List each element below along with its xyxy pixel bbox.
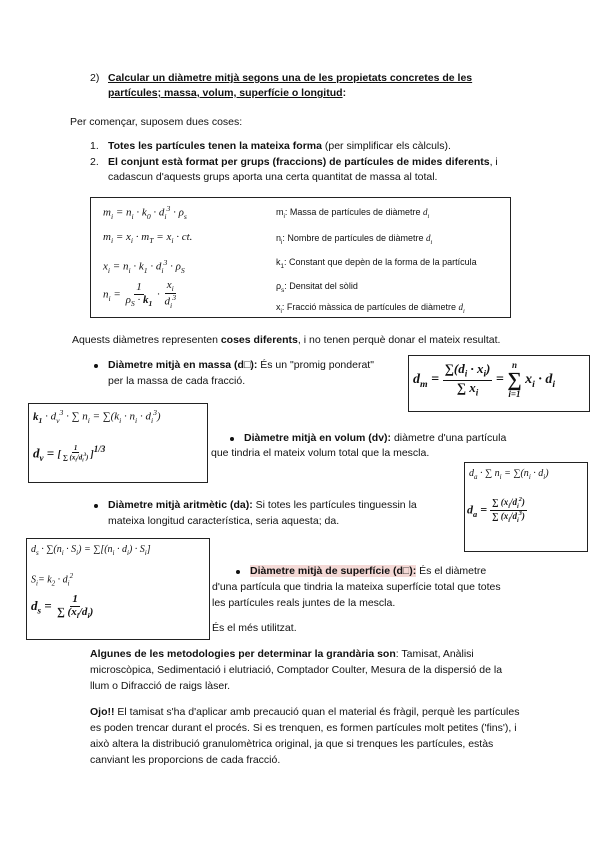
different-note: Aquests diàmetres representen coses diferents, i no tenen perquè donar el mateix resultat. — [72, 334, 501, 346]
surface-formula-3: $d_s$ = $\frac{1}{\sum (x_i/d_i)}$ — [31, 593, 94, 620]
bullet-dot — [236, 570, 240, 574]
warning-line1: Ojo!! El tamisat s'ha d'aplicar amb precaució quan el material és fràgil, perquè les partícules — [90, 706, 520, 718]
surface-diameter-line3: les partícules reals juntes de la mescla. — [212, 597, 396, 609]
volume-formula-1: $k_1 \cdot d_v^3$ · ∑ $n_i = \sum(k_i \cdot n_i \cdot d_i^3)$ — [33, 408, 161, 425]
methods-line3: llum o Difracció de raigs làser. — [90, 680, 231, 692]
bullet-dot — [94, 504, 98, 508]
surface-formula-2: $S_i= k_2 \cdot d_i^2$ — [31, 572, 74, 588]
volume-diameter-line1: Diàmetre mitjà en volum (dv): diàmetre d'una partícula — [244, 432, 507, 444]
mass-diameter-line1: Diàmetre mitjà en massa (d□): És un "promig ponderat" — [108, 359, 374, 371]
bullet-dot — [94, 364, 98, 368]
volume-diameter-line2: que tindria el mateix volum total que la mescla. — [211, 447, 430, 459]
bullet-dot — [230, 437, 234, 441]
def-mass-fraction: $x_i$: Fracció màssica de partícules de diàmetre $d_i$ — [276, 302, 465, 315]
formula-mass: $m_i = n_i \cdot k_0 \cdot d_i^3 \cdot \rho_s$ — [103, 204, 187, 221]
section-heading-line1: Calcular un diàmetre mitjà segons una de les propietats concretes de les — [108, 72, 473, 84]
mass-formula-box — [408, 355, 590, 412]
surface-diameter-line2: d'una partícula que tindria la mateixa superfície total que totes — [212, 581, 501, 593]
def-constant: $k_1$: Constant que depèn de la forma de la partícula — [276, 257, 477, 270]
def-density: $\rho_s$: Densitat del sòlid — [276, 281, 358, 294]
volume-formula-2: $d_v$ = [ $\frac{1}{\sum (x_i/d_i^3)}$ ]$^{1/3}$ — [33, 443, 106, 464]
formula-fraction: $x_i = n_i \cdot k_1 \cdot d_i^3 \cdot \rho_S$ — [103, 258, 185, 275]
surface-diameter-line1: Diàmetre mitjà de superfície (d□): És el diàmetre — [250, 565, 487, 577]
def-count: $n_i$: Nombre de partícules de diàmetre $d_i$ — [276, 233, 433, 246]
surface-formula-1: $d_s \cdot \sum(n_i \cdot S_i) = \sum[(n_i \cdot d_i) \cdot S_i]$ — [31, 544, 151, 557]
arithmetic-formula-1: $d_a$ · ∑ $n_i = \sum(n_i \cdot d_i)$ — [469, 468, 549, 481]
surface-diameter-note: És el més utilitzat. — [212, 622, 297, 634]
formula-count: $m_i = x_i \cdot m_T = x_i$ · ct. — [103, 231, 193, 246]
section-heading-line2: partícules; massa, volum, superfície o longitud: — [108, 87, 347, 99]
volume-formula-box — [28, 403, 208, 483]
assumption-1: Totes les partícules tenen la mateixa forma (per simplificar els càlculs). — [108, 140, 451, 152]
arithmetic-diameter-line1: Diàmetre mitjà aritmètic (da): Si totes les partícules tinguessin la — [108, 499, 417, 511]
methods-line1: Algunes de les metodologies per determinar la grandària son: Tamisat, Anàlisi — [90, 648, 474, 660]
arithmetic-diameter-line2: mateixa longitud característica, seria aquesta; da. — [108, 515, 340, 527]
arithmetic-formula-box — [464, 462, 588, 552]
warning-line3: això altera la distribució granulomètrica original, ja que si trenques les partícules, estàs — [90, 738, 494, 750]
intro-text: Per començar, suposem dues coses: — [70, 116, 243, 128]
mass-formula: $d_m$ = $\frac{\sum(d_i \cdot x_i)}{\sum x_i}$ = n ∑ i=1 $x_i \cdot d_i$ — [413, 360, 556, 399]
methods-line2: microscòpica, Sedimentació i elutriació, Comptador Coulter, Mesura de la dispersió de la — [90, 664, 503, 676]
assumption-2: El conjunt està format per grups (fraccions) de partícules de mides diferents, i — [108, 156, 498, 168]
warning-line2: es poden trencar durant el procés. Si es trenquen, es formen partícules molt petites ('fins'), i — [90, 722, 517, 734]
arithmetic-formula-2: $d_a$ = $\frac{\sum (x_i/d_i^2)}{\sum (x_i/d_i^3)}$ — [467, 496, 525, 525]
warning-line4: canviant les proporcions de cada fracció. — [90, 754, 281, 766]
formula-n: $n_i$ = $\frac{1}{\rho_S \cdot k_1}$ · $\frac{x_i}{d_i^3}$ — [103, 279, 177, 311]
assumption-2-num: 2. — [90, 156, 99, 168]
formula-box — [90, 197, 511, 318]
assumption-2-line2: cadascun d'aquests grups aporta una certa quantitat de massa al total. — [108, 171, 438, 183]
section-number: 2) — [90, 72, 100, 84]
assumption-1-num: 1. — [90, 140, 99, 152]
mass-diameter-line2: per la massa de cada fracció. — [108, 375, 246, 387]
def-mass: $m_i$: Massa de partícules de diàmetre $d_i$ — [276, 207, 430, 220]
surface-formula-box — [26, 538, 210, 640]
